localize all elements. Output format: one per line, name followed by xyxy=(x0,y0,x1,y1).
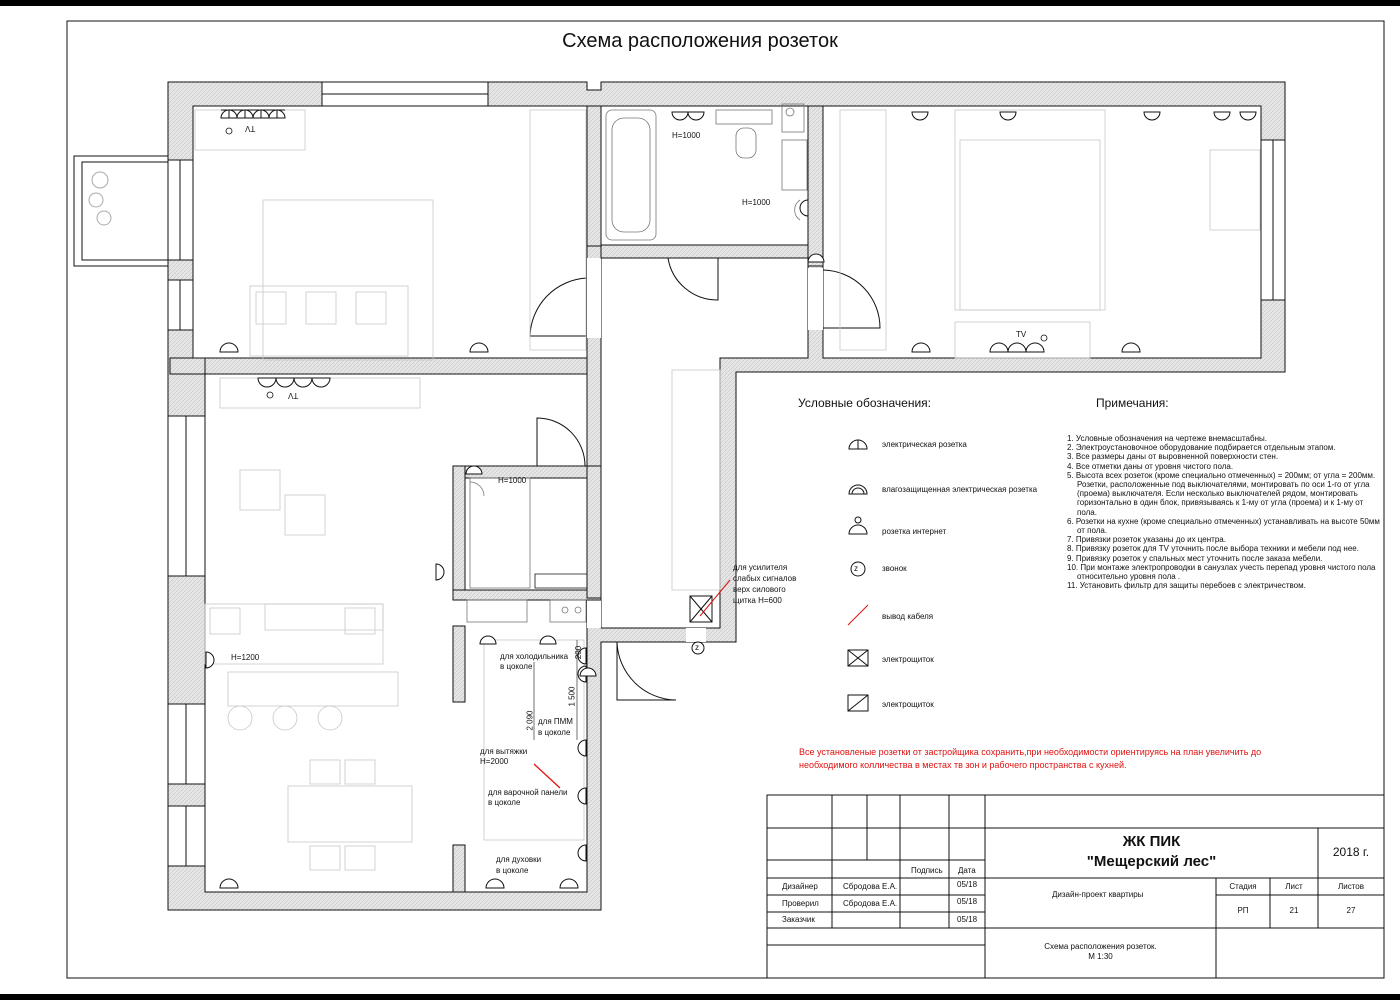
note-line: Розетки, расположенные под выключателями, монтировать по оси 1-го от угла xyxy=(1077,480,1370,490)
note-line: 11. Установить фильтр для защиты перебоев с электричеством. xyxy=(1067,581,1306,591)
pmm-note: в цоколе xyxy=(538,728,571,737)
red-note: Все установленые розетки от застройщика сохранить,при необходимости ориентируясь на план увеличить до необходимого колличества в местах тв зон и рабочего пространства с кухней. xyxy=(799,747,1262,770)
sheet-value: 21 xyxy=(1289,906,1299,915)
legend-item: электрощиток xyxy=(882,700,934,709)
stamp-date: 05/18 xyxy=(957,880,978,889)
height-mark: H=1000 xyxy=(498,476,527,485)
amp-note-line: верх силового xyxy=(733,585,786,594)
bottom-band xyxy=(0,994,1400,1000)
legend-item: влагозащищенная электрическая розетка xyxy=(882,485,1038,494)
legend-bell-symbol: z xyxy=(854,564,858,573)
hob-note: для варочной панели xyxy=(488,788,568,797)
legend-item: вывод кабеля xyxy=(882,612,934,621)
stamp-role: Заказчик xyxy=(782,915,815,924)
dimension-label: 200 xyxy=(574,645,584,660)
note-line: 1. Условные обозначения на чертеже внемасштабны. xyxy=(1067,434,1267,443)
note-line: пола. xyxy=(1077,507,1097,517)
amp-note-line: щитка H=600 xyxy=(733,596,782,605)
sheet-title: Схема расположения розеток. xyxy=(1044,942,1157,951)
page-title: Схема расположения розеток xyxy=(562,30,838,52)
notes-list xyxy=(1067,434,1382,590)
hob-note: в цоколе xyxy=(488,798,521,807)
stage-value: РП xyxy=(1237,906,1249,915)
height-mark: H=1000 xyxy=(742,198,771,207)
stamp-name: Сбродова Е.А. xyxy=(843,882,898,891)
project-subtitle: "Мещерский лес" xyxy=(1086,853,1217,870)
sheet-header: Лист xyxy=(1285,882,1303,891)
stamp-role: Дизайнер xyxy=(782,882,818,891)
note-line: 9. Привязку розеток у спальных мест уточнить после заказа мебели. xyxy=(1067,553,1323,563)
sheets-header: Листов xyxy=(1338,882,1364,891)
fridge-note: в цоколе xyxy=(500,662,533,671)
top-band xyxy=(0,0,1400,6)
balcony xyxy=(74,156,168,266)
stamp-role: Проверил xyxy=(782,899,819,908)
stamp-name: Сбродова Е.А. xyxy=(843,899,898,908)
note-line: горизонтально в один блок, привязываясь к 1-му от угла (проема) и к 1-му от xyxy=(1077,498,1364,508)
note-line: от пола. xyxy=(1077,526,1108,536)
stamp-date: 05/18 xyxy=(957,897,978,906)
dimension-label: 1 500 xyxy=(567,686,577,707)
bell-mark: z xyxy=(695,643,699,652)
hood-note: для вытяжки xyxy=(480,747,528,756)
legend-item: розетка интернет xyxy=(882,527,947,536)
note-line: относительно уровня пола . xyxy=(1077,572,1181,582)
amp-note-line: для усилителя xyxy=(733,563,788,572)
legend-item: электрическая розетка xyxy=(882,440,967,449)
tv-label: TV xyxy=(288,391,299,400)
sheet-scale: М 1:30 xyxy=(1088,952,1113,961)
legend-item: звонок xyxy=(882,564,907,573)
note-line: 3. Все размеры даны от выровненной поверхности стен. xyxy=(1067,452,1279,462)
height-mark: H=1000 xyxy=(672,131,701,140)
legend-item: электрощиток xyxy=(882,655,934,664)
note-line: 6. Розетки на кухне (кроме специально отмеченных) устанавливать на высоте 50мм xyxy=(1067,516,1380,526)
note-line: 2. Электроустановочное оборудование подбирается отдельным этапом. xyxy=(1067,443,1336,453)
notes-heading: Примечания: xyxy=(1096,396,1169,410)
sheets-value: 27 xyxy=(1346,906,1356,915)
tv-label: TV xyxy=(245,124,256,133)
pmm-note: для ПММ xyxy=(538,717,573,726)
height-mark: H=1200 xyxy=(231,653,260,662)
note-line: 7. Привязки розеток указаны до их центра. xyxy=(1067,535,1226,545)
legend-heading: Условные обозначения: xyxy=(798,396,931,410)
stamp-col-date: Дата xyxy=(958,866,976,875)
stamp-col-sign: Подпись xyxy=(911,866,943,875)
note-line: 5. Высота всех розеток (кроме специально отмеченных) = 200мм; от угла = 200мм. xyxy=(1067,470,1376,480)
fridge-note: для холодильника xyxy=(500,652,569,661)
oven-note: для духовки xyxy=(496,855,542,864)
dimension-label: 2 090 xyxy=(525,710,535,731)
stage-header: Стадия xyxy=(1229,882,1257,891)
note-line: 4. Все отметки даны от уровня чистого пола. xyxy=(1067,461,1234,471)
oven-note: в цоколе xyxy=(496,866,529,875)
note-line: (проема) выключателя. Если несколько выключателей рядом, монтировать xyxy=(1077,489,1358,499)
note-line: 10. При монтаже электропроводки в санузлах учесть перепад уровня чистого пола xyxy=(1067,562,1376,572)
tv-label: TV xyxy=(1016,330,1027,339)
document-type: Дизайн-проект квартиры xyxy=(1052,890,1144,899)
note-line: 8. Привязку розеток для TV уточнить после выбора техники и мебели под нее. xyxy=(1067,544,1359,554)
hood-note: H=2000 xyxy=(480,757,509,766)
project-name: ЖК ПИК xyxy=(1122,833,1181,850)
amp-note-line: слабых сигналов xyxy=(733,574,797,583)
project-year: 2018 г. xyxy=(1332,845,1370,859)
legend-symbols xyxy=(848,440,868,711)
stamp-date: 05/18 xyxy=(957,915,978,924)
